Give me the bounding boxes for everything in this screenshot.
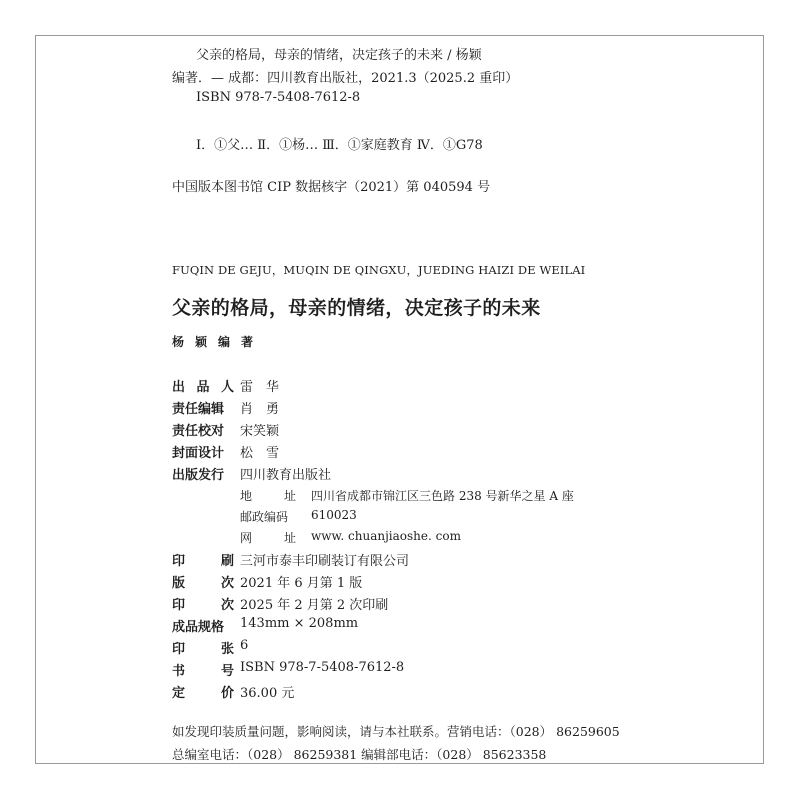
credit-label-cover-design: 封面设计 (172, 446, 225, 461)
credit-value-editor: 肖 勇 (240, 402, 280, 417)
credit-value-cover-design: 松 雪 (240, 446, 280, 461)
spec-label-edition: 版 次 (172, 576, 234, 591)
cip-classification: Ⅰ．①父… Ⅱ．①杨… Ⅲ．①家庭教育 Ⅳ．①G78 (196, 138, 483, 153)
cip-line-2: 编著．— 成都：四川教育出版社，2021.3（2025.2 重印） (172, 71, 519, 86)
credit-label-editor: 责任编辑 (172, 402, 225, 417)
spec-label-printer: 印 刷 (172, 554, 234, 569)
credit-value-producer: 雷 华 (240, 380, 280, 395)
contact-value-postcode: 610023 (311, 508, 357, 522)
footer-line-1: 如发现印装质量问题，影响阅读，请与本社联系。营销电话：（028） 86259605 (172, 724, 620, 739)
pinyin-title: FUQIN DE GEJU，MUQIN DE QINGXU，JUEDING HAIZI DE WEILAI (172, 263, 586, 277)
spec-value-size: 143mm × 208mm (240, 616, 359, 631)
credit-label-producer: 出 品 人 (172, 380, 234, 395)
spec-label-size: 成品规格 (172, 620, 225, 635)
spec-value-edition: 2021 年 6 月第 1 版 (240, 576, 363, 591)
spec-label-impression: 印 次 (172, 598, 234, 613)
spec-label-sheets: 印 张 (172, 642, 234, 657)
contact-label-postcode: 邮政编码 (240, 510, 289, 524)
contact-label-website: 网 址 (240, 531, 296, 545)
footer-line-2: 总编室电话：（028） 86259381 编辑部电话：（028） 85623358 (172, 747, 547, 762)
contact-value-address: 四川省成都市锦江区三色路 238 号新华之星 A 座 (311, 489, 574, 503)
spec-value-price: 36.00 元 (240, 686, 295, 701)
cip-isbn: ISBN 978-7-5408-7612-8 (196, 90, 361, 105)
contact-value-website: www. chuanjiaoshe. com (311, 529, 461, 543)
book-title: 父亲的格局，母亲的情绪，决定孩子的未来 (172, 297, 541, 319)
credit-value-proofreader: 宋笑颖 (240, 424, 280, 439)
spec-label-price: 定 价 (172, 686, 234, 701)
author-line: 杨颖编著 (172, 335, 265, 349)
spec-value-impression: 2025 年 2 月第 2 次印刷 (240, 598, 389, 613)
spec-value-sheets: 6 (240, 638, 249, 653)
spec-value-book-number: ISBN 978-7-5408-7612-8 (240, 660, 405, 675)
credit-label-publisher: 出版发行 (172, 468, 225, 483)
contact-label-address: 地 址 (240, 489, 296, 503)
spec-value-printer: 三河市泰丰印刷装订有限公司 (240, 554, 410, 569)
credit-label-proofreader: 责任校对 (172, 424, 225, 439)
cip-line-1: 父亲的格局，母亲的情绪，决定孩子的未来 / 杨颖 (196, 48, 482, 63)
cip-number: 中国版本图书馆 CIP 数据核字（2021）第 040594 号 (172, 180, 491, 195)
credit-value-publisher: 四川教育出版社 (240, 468, 332, 483)
spec-label-book-number: 书 号 (172, 664, 234, 679)
